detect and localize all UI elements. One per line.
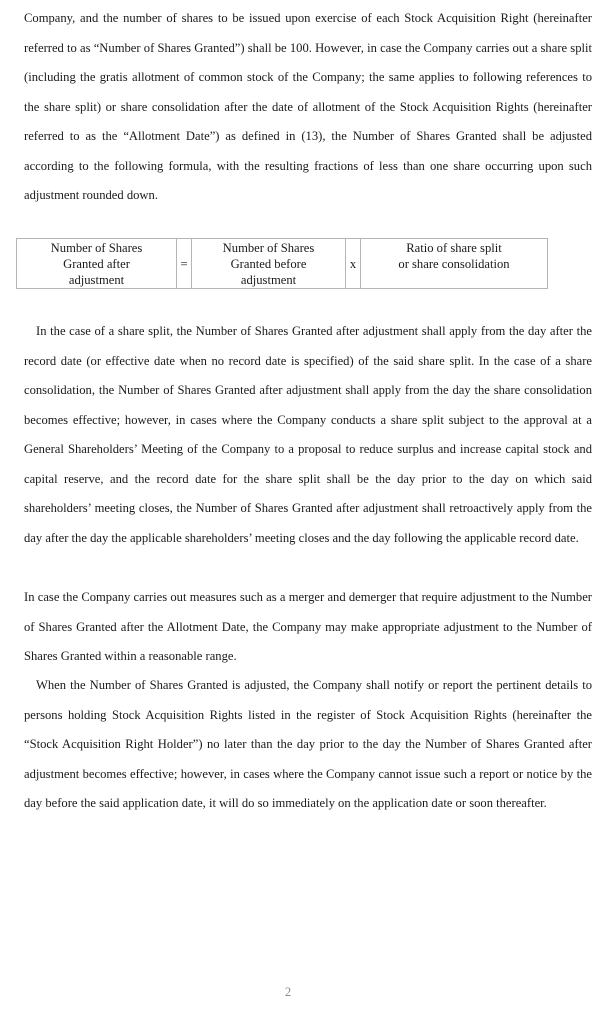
formula-equals-sign: =	[177, 239, 192, 289]
formula-ratio-line-1: Ratio of share split	[406, 241, 502, 255]
adjustment-formula-table	[16, 238, 548, 289]
formula-before-line-2: Granted before	[230, 257, 307, 271]
formula-shares-after-adjustment	[17, 239, 177, 289]
paragraph-share-grant-definition: Company, and the number of shares to be issued upon exercise of each Stock Acquisition Right (hereinafter referred to as “Number of Shares Granted”) shall be 100. However, in case the Company carries out a share split (including the gratis allotment of common stock of the Company; the same applies to following references to the share split) or share consolidation after the date of allotment of the Stock Acquisition Rights (hereinafter referred to as the “Allotment Date”) as defined in (13), the Number of Shares Granted shall be adjusted according to the following formula, with the resulting fractions of less than one share occurring upon such adjustment rounded down.	[24, 11, 592, 202]
paragraph-merger-demerger-adjustment: In case the Company carries out measures such as a merger and demerger that require adjustment to the Number of Shares Granted after the Allotment Date, the Company may make appropriate adjustment to the Number of Shares Granted within a reasonable range.	[24, 590, 592, 663]
formula-before-line-3: adjustment	[240, 273, 297, 287]
paragraph-split-consolidation-application: In the case of a share split, the Number of Shares Granted after adjustment shall apply from the day after the record date (or effective date when no record date is specified) of the said share split. In the case of a share consolidation, the Number of Shares Granted after adjustment shall apply from the day the share consolidation becomes effective; however, in cases where the Company conducts a share split subject to the approval at a General Shareholders’ Meeting of the Company to a proposal to reduce surplus and increase capital stock and capital reserve, and the record date for the share split shall be the day prior to the day on which said shareholders’ meeting closes, the Number of Shares Granted after adjustment shall retroactively apply from the day after the day the applicable shareholders’ meeting closes and the day following the applicable record date.	[24, 324, 592, 545]
formula-after-line-3: adjustment	[68, 273, 125, 287]
paragraph-holder-notification: When the Number of Shares Granted is adjusted, the Company shall notify or report the pertinent details to persons holding Stock Acquisition Rights listed in the register of Stock Acquisition Rights (hereinafter the “Stock Acquisition Right Holder”) no later than the day prior to the day the Number of Shares Granted after adjustment becomes effective; however, in cases where the Company cannot issue such a report or notice by the day before the said application date, it will do so immediately on the application date or soon thereafter.	[24, 678, 592, 810]
formula-multiply-sign: x	[346, 239, 361, 289]
formula-split-consolidation-ratio	[361, 239, 548, 289]
page-number: 2	[284, 985, 292, 999]
formula-after-line-2: Granted after	[63, 257, 130, 271]
formula-after-line-1: Number of Shares	[50, 241, 143, 255]
formula-shares-before-adjustment	[192, 239, 346, 289]
formula-before-line-1: Number of Shares	[222, 241, 315, 255]
formula-row	[17, 239, 548, 289]
formula-ratio-line-2: or share consolidation	[398, 257, 510, 271]
